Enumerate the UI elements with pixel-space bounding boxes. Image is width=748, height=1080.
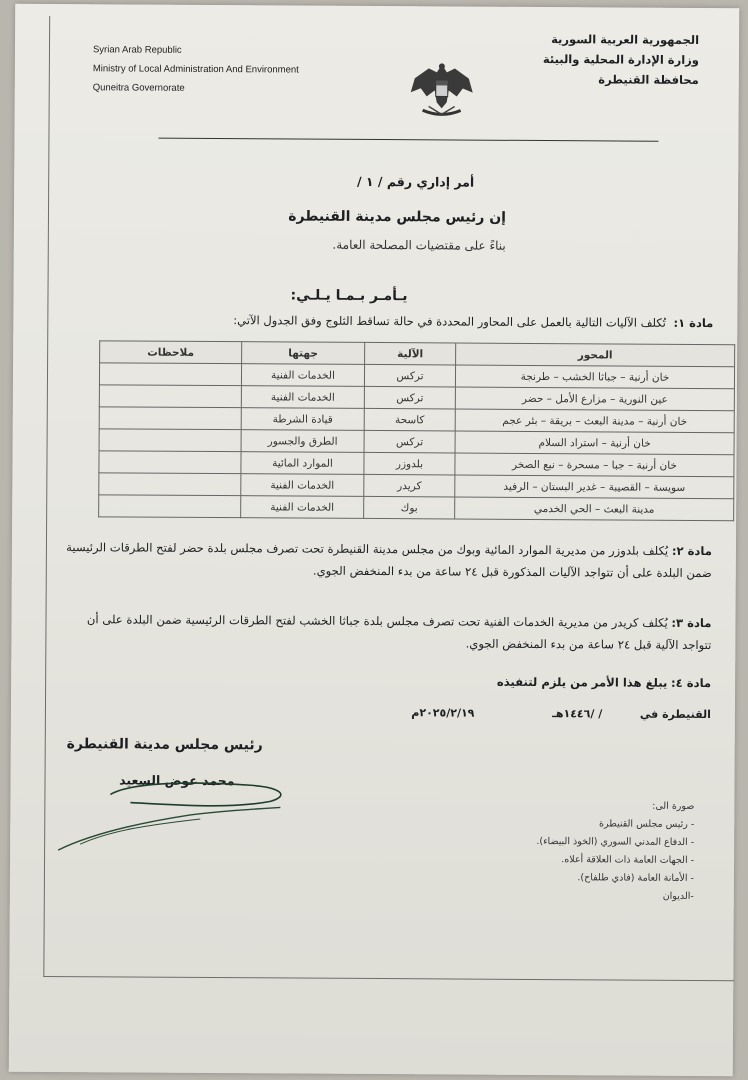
machinery-table xyxy=(98,340,735,521)
article-3-label: مادة ٣: xyxy=(671,615,712,631)
cell-vehicle: تركس xyxy=(364,430,455,453)
date-hijri: / /١٤٤٦هـ xyxy=(552,707,603,721)
article-3-text: يُكلف كريدر من مديرية الخدمات الفنية تحت تصرف مجلس بلدة جباثا الخشب لفتح الطرقات الرئيسية ضمن البلدة على أن تتواجد الآلية قبل ٢٤ ساعة من بدء المنخفض الجوي. xyxy=(86,612,712,653)
header-party: جهتها xyxy=(242,342,365,365)
date-gregorian: ٢٠٢٥/٢/١٩م xyxy=(411,706,475,720)
list-item: -الديوان xyxy=(662,890,694,902)
cell-vehicle: تركس xyxy=(364,364,455,387)
list-item: - الدفاع المدني السوري (الخوذ البيضاء). xyxy=(536,835,695,848)
ar-governorate: محافظة القنيطرة xyxy=(598,72,699,87)
list-item: - الجهات العامة ذات العلاقة أعلاه. xyxy=(561,854,695,866)
ar-country: الجمهورية العربية السورية xyxy=(551,32,700,47)
article-4 xyxy=(61,668,711,694)
table-row xyxy=(99,495,734,521)
article-4-text: يبلغ هذا الأمر من يلزم لتنفيذه xyxy=(496,674,668,690)
cell-notes xyxy=(99,407,241,430)
order-number: أمر إداري رقم / ١ / xyxy=(356,173,475,190)
cell-notes xyxy=(99,451,241,474)
article-2-text: يُكلف بلدوزر من مديرية الموارد المائية وبوك من مجلس مدينة القنيطرة تحت تصرف مجلس بلدة حضر لفتح الطرقات الرئيسية ضمن البلدة على أن تتواجد الآليات المذكورة قبل ٢٤ ساعة من بدء المنخفض الجوي. xyxy=(66,540,712,581)
cell-route: خان أرنبة – استراد السلام xyxy=(455,431,734,455)
cell-vehicle: بوك xyxy=(364,496,455,519)
cell-route: عين النورية – مزارع الأمل – حضر xyxy=(455,387,734,411)
date-line xyxy=(271,705,711,721)
cell-route: مدينة البعث – الحي الخدمي xyxy=(455,497,734,521)
cell-notes xyxy=(99,473,241,496)
list-item: - الأمانة العامة (فادي طلفاح). xyxy=(577,872,694,884)
basis-line: بناءً على مقتضيات المصلحة العامة. xyxy=(332,237,506,253)
article-2 xyxy=(62,536,712,584)
cell-vehicle: بلدوزر xyxy=(364,452,455,475)
date-place: القنيطرة في xyxy=(639,707,711,722)
cell-route: خان أرنبة – مدينة البعث – بريقة – بئر عجم xyxy=(455,409,734,433)
cell-notes xyxy=(99,429,241,452)
cell-vehicle: تركس xyxy=(364,386,455,409)
cell-notes xyxy=(99,385,241,408)
header-route: المحور xyxy=(456,343,735,367)
cell-party: قيادة الشرطة xyxy=(241,408,364,431)
list-item: - رئيس مجلس القنيطرة xyxy=(598,818,695,830)
article-1-label: مادة ١: xyxy=(673,315,714,331)
article-4-label: مادة ٤: xyxy=(670,675,712,691)
cell-notes xyxy=(99,363,241,386)
cell-route: خان أرنبة – جبا – مسحرة – نبع الصخر xyxy=(455,453,734,477)
signatory-title: رئيس مجلس مدينة القنيطرة xyxy=(66,736,263,754)
cell-notes xyxy=(99,495,241,518)
en-ministry: Ministry of Local Administration And Environment xyxy=(92,63,299,76)
handwritten-signature-icon xyxy=(50,764,311,856)
cell-party: الموارد المائية xyxy=(241,452,364,475)
copies-heading: صورة الى: xyxy=(652,800,695,812)
cell-route: خان أرنبة – جباثا الخشب – طرنجة xyxy=(455,365,734,389)
en-governorate: Quneitra Governorate xyxy=(92,82,185,94)
cell-party: الخدمات الفنية xyxy=(241,364,364,387)
en-country: Syrian Arab Republic xyxy=(92,44,182,56)
ar-ministry: وزارة الإدارة المحلية والبيئة xyxy=(542,52,699,67)
article-3 xyxy=(61,608,711,656)
eagle-emblem-icon xyxy=(407,58,477,120)
arabic-letterhead xyxy=(543,29,699,90)
issuer-line: إن رئيس مجلس مدينة القنيطرة xyxy=(288,208,507,226)
signatory-name: محمد عوض السعيد xyxy=(119,772,235,789)
header-notes: ملاحظات xyxy=(100,341,242,364)
cell-party: الخدمات الفنية xyxy=(241,496,364,519)
cell-vehicle: كاسحة xyxy=(364,408,455,431)
copies-list xyxy=(494,797,695,906)
document-page xyxy=(9,4,740,1076)
article-1-text: تُكلف الآليات التالية بالعمل على المحاور المحددة في حالة تساقط الثلوج وفق الجدول الآتي: xyxy=(233,313,666,330)
cell-party: الخدمات الفنية xyxy=(241,474,364,497)
orders-heading: يـأمـر بـمـا يـلـي: xyxy=(290,287,408,305)
cell-party: الخدمات الفنية xyxy=(241,386,364,409)
article-1 xyxy=(233,313,713,330)
english-letterhead xyxy=(93,40,299,98)
article-2-label: مادة ٢: xyxy=(671,543,712,559)
cell-vehicle: كريدر xyxy=(364,474,455,497)
cell-party: الطرق والجسور xyxy=(241,430,364,453)
header-vehicle: الآلية xyxy=(365,342,456,365)
cell-route: سويسة – القصيبة – غدير البستان – الرفيد xyxy=(455,475,734,499)
